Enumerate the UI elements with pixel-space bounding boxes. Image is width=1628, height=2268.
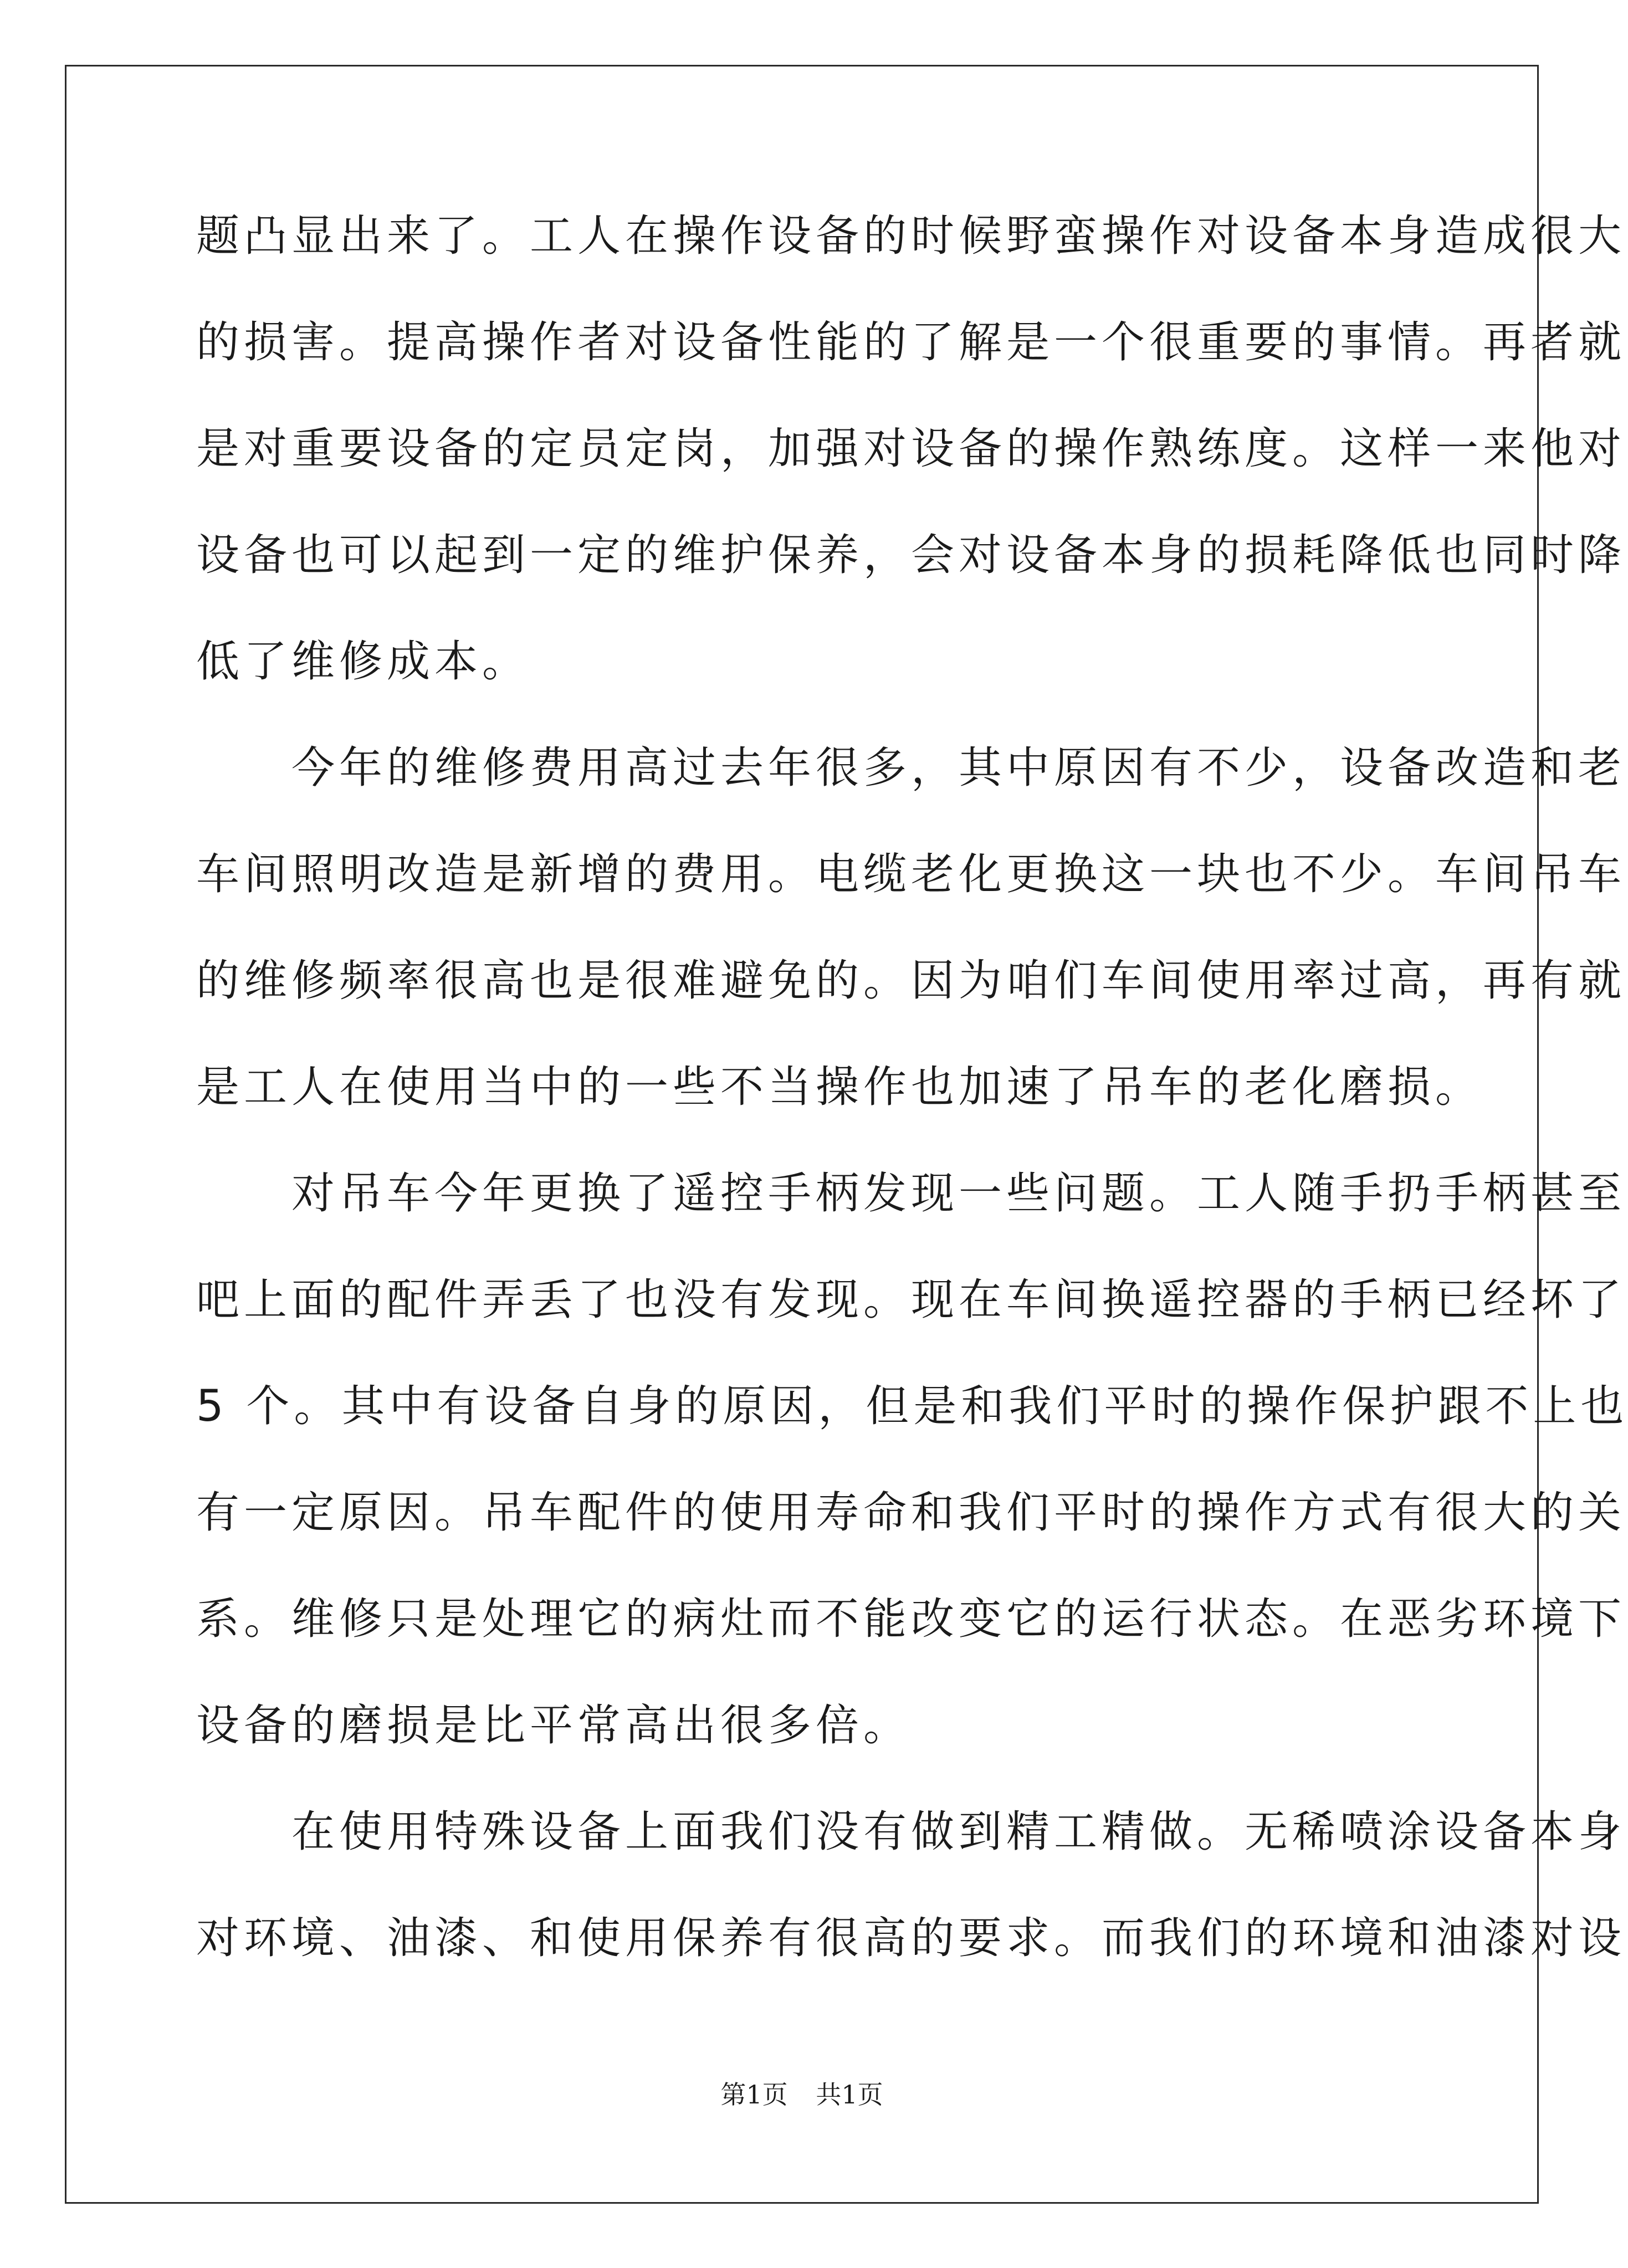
body-line: 有一定原因。吊车配件的使用寿命和我们平时的操作方式有很大的关 (196, 1488, 1626, 1538)
body-line: 系。维修只是处理它的病灶而不能改变它的运行状态。在恶劣环境下 (196, 1594, 1626, 1644)
body-line: 是对重要设备的定员定岗，加强对设备的操作熟练度。这样一来他对 (196, 424, 1626, 474)
body-line: 车间照明改造是新增的费用。电缆老化更换这一块也不少。车间吊车 (196, 849, 1626, 899)
page-footer (0, 2078, 1604, 2111)
body-line: 今年的维修费用高过去年很多，其中原因有不少，设备改造和老 (196, 743, 1626, 793)
body-line: 设备的磨损是比平常高出很多倍。 (196, 1701, 912, 1750)
body-line: 在使用特殊设备上面我们没有做到精工精做。无稀喷涂设备本身 (196, 1807, 1626, 1857)
body-line: 是工人在使用当中的一些不当操作也加速了吊车的老化磨损。 (196, 1062, 1483, 1112)
body-line: 对环境、油漆、和使用保养有很高的要求。而我们的环境和油漆对设 (196, 1913, 1626, 1963)
body-line: 设备也可以起到一定的维护保养，会对设备本身的损耗降低也同时降 (196, 530, 1626, 580)
page-number: 第1页 (720, 2080, 788, 2110)
body-line: 吧上面的配件弄丢了也没有发现。现在车间换遥控器的手柄已经坏了 (196, 1275, 1626, 1325)
body-line: 题凸显出来了。工人在操作设备的时候野蛮操作对设备本身造成很大 (196, 211, 1626, 261)
body-line: 低了维修成本。 (196, 637, 530, 687)
document-body (196, 183, 1628, 1991)
body-line: 的损害。提高操作者对设备性能的了解是一个很重要的事情。再者就 (196, 318, 1626, 367)
body-line: 5 个。其中有设备自身的原因，但是和我们平时的操作保护跟不上也 (196, 1381, 1628, 1431)
body-line: 的维修频率很高也是很难避免的。因为咱们车间使用率过高，再有就 (196, 956, 1626, 1006)
body-line: 对吊车今年更换了遥控手柄发现一些问题。工人随手扔手柄甚至 (196, 1169, 1626, 1219)
page-total: 共1页 (816, 2080, 883, 2110)
